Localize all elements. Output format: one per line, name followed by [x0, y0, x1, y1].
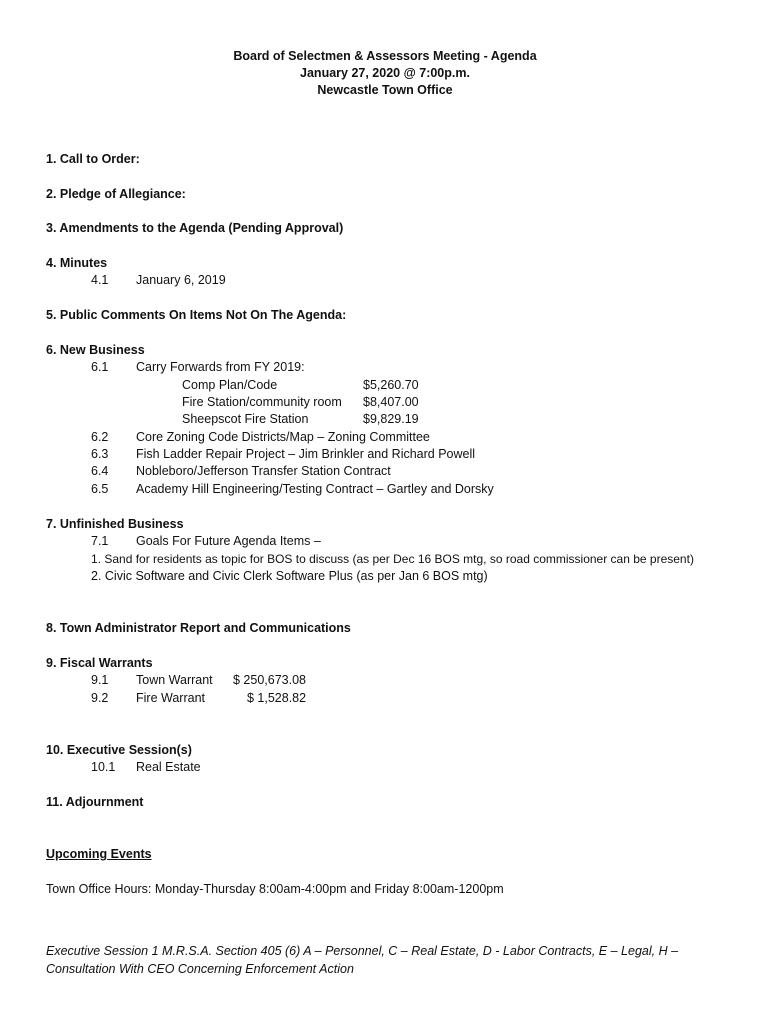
goal-line-1: 1. Sand for residents as topic for BOS to discuss (as per Dec 16 BOS mtg, so road commissioner can be present): [91, 552, 694, 566]
office-hours: Town Office Hours: Monday-Thursday 8:00am-4:00pm and Friday 8:00am-1200pm: [46, 882, 504, 896]
title-line-2: January 27, 2020 @ 7:00p.m.: [300, 66, 470, 80]
warrant-amount: $ 250,673.08: [233, 673, 306, 687]
section-unfinished-business: 7. Unfinished Business: [46, 517, 184, 531]
section-executive-session: 10. Executive Session(s): [46, 743, 192, 757]
section-amendments: 3. Amendments to the Agenda (Pending Approval): [46, 221, 344, 235]
item-number: 6.3: [91, 447, 109, 461]
title-line-1: Board of Selectmen & Assessors Meeting - Agenda: [233, 49, 537, 63]
carry-forward-amount: $8,407.00: [363, 395, 419, 409]
item-number: 6.5: [91, 482, 109, 496]
section-minutes: 4. Minutes: [46, 256, 108, 270]
item-text: January 6, 2019: [136, 273, 226, 287]
carry-forward-amount: $9,829.19: [363, 412, 419, 426]
goal-line-2: 2. Civic Software and Civic Clerk Software Plus (as per Jan 6 BOS mtg): [91, 569, 488, 583]
section-fiscal-warrants: 9. Fiscal Warrants: [46, 656, 153, 670]
section-public-comments: 5. Public Comments On Items Not On The Agenda:: [46, 308, 347, 322]
item-number: 7.1: [91, 534, 109, 548]
item-text: Fish Ladder Repair Project – Jim Brinkler and Richard Powell: [136, 447, 476, 461]
item-text: Town Warrant: [136, 673, 213, 687]
section-new-business: 6. New Business: [46, 343, 145, 357]
item-number: 9.2: [91, 691, 109, 705]
item-number: 6.4: [91, 464, 109, 478]
item-text: Real Estate: [136, 760, 201, 774]
carry-forward-label: Fire Station/community room: [182, 395, 342, 409]
item-number: 6.1: [91, 360, 109, 374]
item-number: 4.1: [91, 273, 109, 287]
section-pledge: 2. Pledge of Allegiance:: [46, 187, 186, 201]
item-text: Carry Forwards from FY 2019:: [136, 360, 305, 374]
section-administrator-report: 8. Town Administrator Report and Communications: [46, 621, 351, 635]
warrant-amount: $ 1,528.82: [247, 691, 307, 705]
item-text: Fire Warrant: [136, 691, 205, 705]
footer-note-line-2: Consultation With CEO Concerning Enforcement Action: [46, 962, 354, 976]
section-adjournment: 11. Adjournment: [46, 795, 144, 809]
item-number: 9.1: [91, 673, 109, 687]
item-text: Core Zoning Code Districts/Map – Zoning Committee: [136, 430, 430, 444]
item-number: 6.2: [91, 430, 109, 444]
item-text: Goals For Future Agenda Items –: [136, 534, 321, 548]
section-call-to-order: 1. Call to Order:: [46, 152, 140, 166]
item-text: Academy Hill Engineering/Testing Contract – Gartley and Dorsky: [136, 482, 494, 496]
carry-forward-label: Comp Plan/Code: [182, 378, 278, 392]
title-line-3: Newcastle Town Office: [317, 83, 453, 97]
carry-forward-amount: $5,260.70: [363, 378, 419, 392]
item-number: 10.1: [91, 760, 116, 774]
carry-forward-label: Sheepscot Fire Station: [182, 412, 309, 426]
footer-note-line-1: Executive Session 1 M.R.S.A. Section 405 (6) A – Personnel, C – Real Estate, D - Labor Contracts, E – Legal, H –: [46, 944, 679, 958]
upcoming-events-heading: Upcoming Events: [46, 847, 152, 861]
item-text: Nobleboro/Jefferson Transfer Station Contract: [136, 464, 391, 478]
